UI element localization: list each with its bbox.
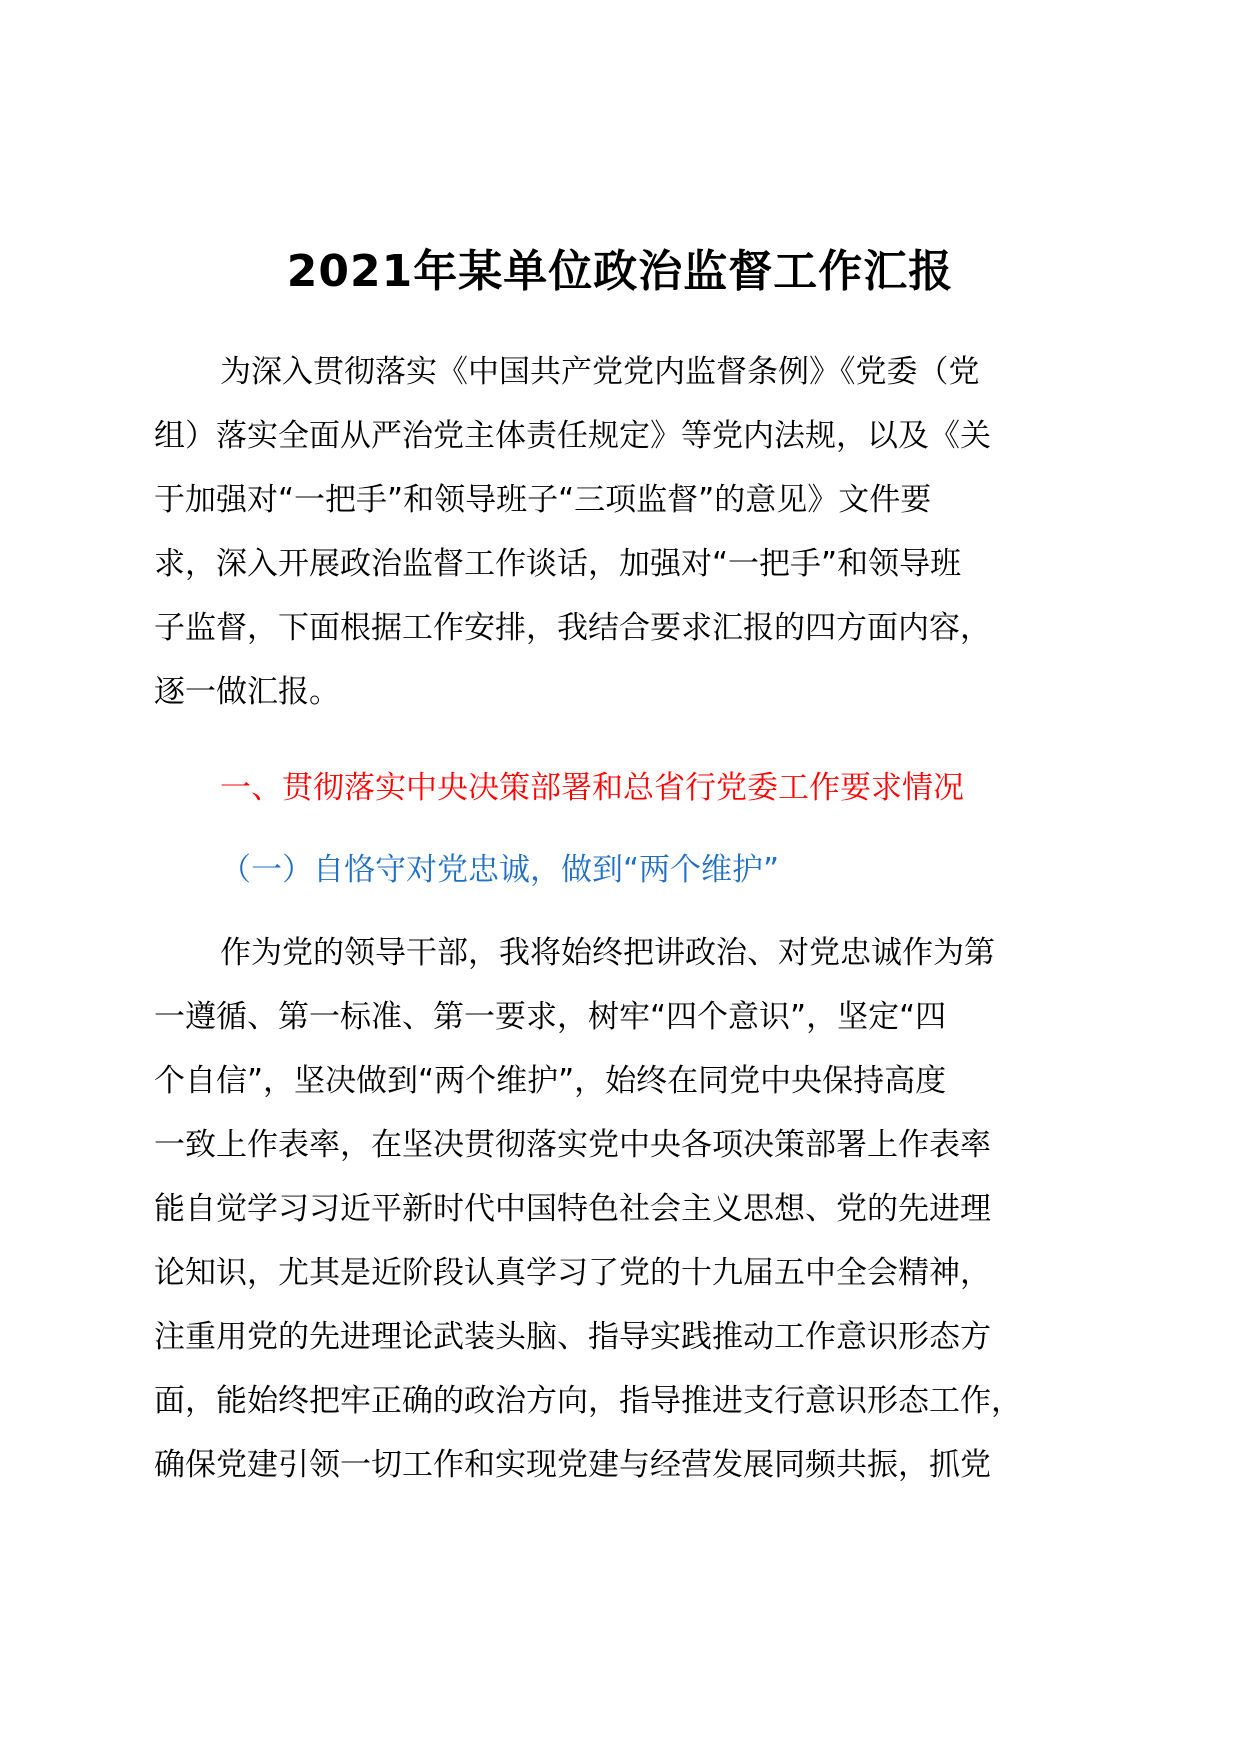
paragraph-line: 作为党的领导干部，我将始终把讲政治、对党忠诚作为第 (220, 935, 995, 971)
paragraph-line: 求，深入开展政治监督工作谈话，加强对“一把手”和领导班 (154, 546, 962, 582)
subsection-heading: （一）自恪守对党忠诚，做到“两个维护” (220, 852, 780, 888)
paragraph-line: 于加强对“一把手”和领导班子“三项监督”的意见》文件要 (154, 482, 932, 518)
paragraph-line: 为深入贯彻落实《中国共产党党内监督条例》《党委（党 (220, 354, 980, 390)
section-heading: 一、贯彻落实中央决策部署和总省行党委工作要求情况 (220, 770, 964, 806)
body-paragraph (154, 921, 1094, 1497)
paragraph-line: 个自信”，坚决做到“两个维护”，始终在同党中央保持高度 (154, 1063, 947, 1099)
paragraph-line: 确保党建引领一切工作和实现党建与经营发展同频共振，抓党 (154, 1447, 991, 1483)
paragraph-line: 能自觉学习习近平新时代中国特色社会主义思想、党的先进理 (154, 1191, 991, 1227)
paragraph-line: 一遵循、第一标准、第一要求，树牢“四个意识”，坚定“四 (154, 999, 947, 1035)
paragraph-line: 注重用党的先进理论武装头脑、指导实践推动工作意识形态方 (154, 1319, 991, 1355)
intro-paragraph (154, 340, 1094, 724)
paragraph-line: 子监督，下面根据工作安排，我结合要求汇报的四方面内容， (154, 610, 991, 646)
document-title: 2021年某单位政治监督工作汇报 (286, 246, 954, 297)
paragraph-line: 面，能始终把牢正确的政治方向，指导推进支行意识形态工作， (154, 1383, 1022, 1419)
paragraph-line: 论知识，尤其是近阶段认真学习了党的十九届五中全会精神， (154, 1255, 991, 1291)
paragraph-line: 逐一做汇报。 (154, 674, 340, 710)
paragraph-line: 一致上作表率，在坚决贯彻落实党中央各项决策部署上作表率 (154, 1127, 991, 1163)
paragraph-line: 组）落实全面从严治党主体责任规定》等党内法规，以及《关 (154, 418, 991, 454)
